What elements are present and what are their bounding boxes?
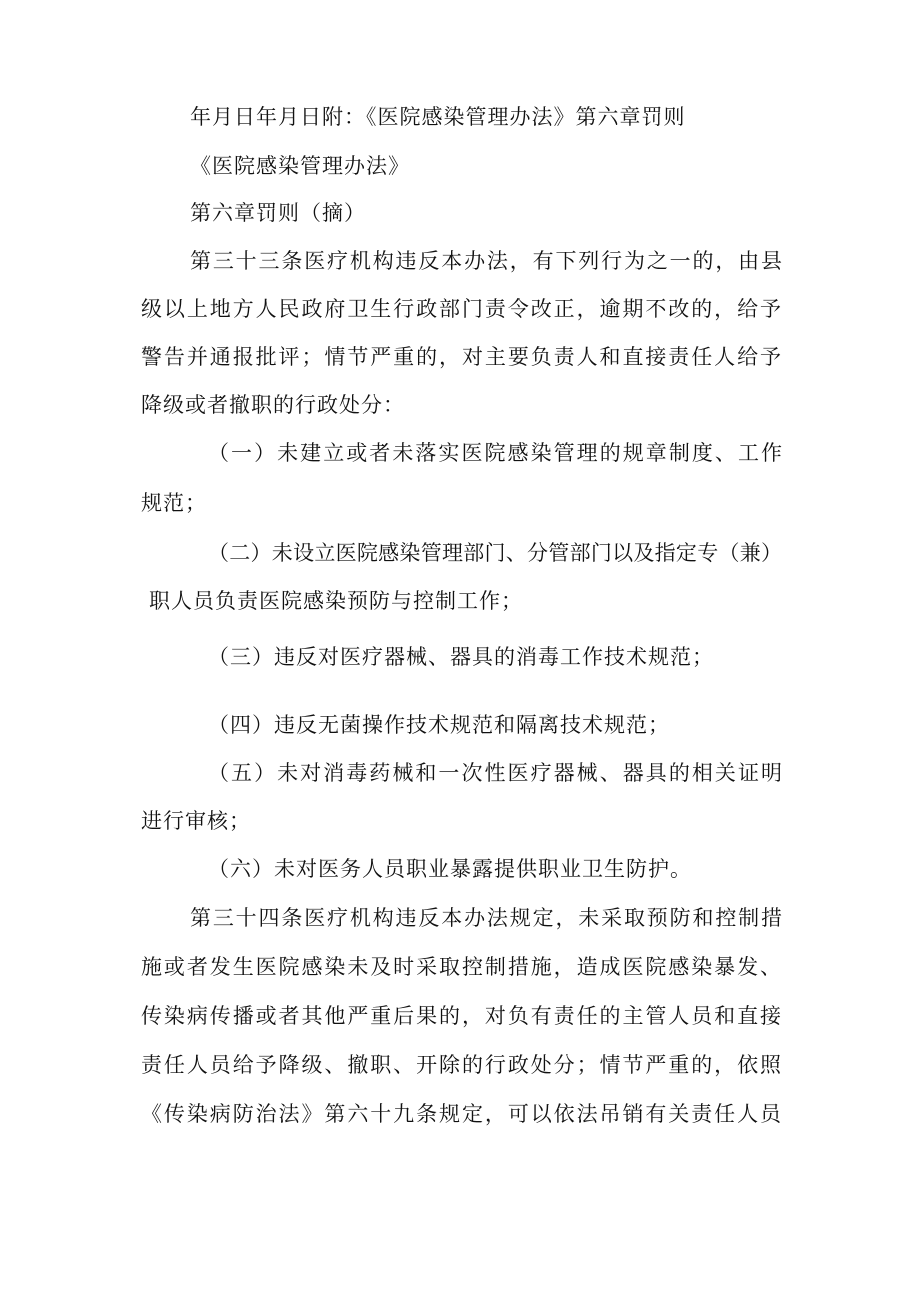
article-33-line-3: 警告并通报批评；情节严重的，对主要负责人和直接责任人给予 xyxy=(141,345,781,369)
item-1-line-2: 规范； xyxy=(141,491,207,515)
article-34-line-2: 施或者发生医院感染未及时采取控制措施，造成医院感染暴发、 xyxy=(141,955,781,979)
article-33-line-4: 降级或者撤职的行政处分： xyxy=(141,393,405,417)
chapter-title: 第六章罚则（摘） xyxy=(190,201,366,225)
doc-title: 《医院感染管理办法》 xyxy=(190,154,410,178)
item-2-line-2: 职人员负责医院感染预防与控制工作； xyxy=(149,589,523,613)
item-5-line-1: （五）未对消毒药械和一次性医疗器械、器具的相关证明 xyxy=(208,761,782,785)
article-34-line-4: 责任人员给予降级、撤职、开除的行政处分；情节严重的，依照 xyxy=(141,1053,781,1077)
item-1-line-1: （一）未建立或者未落实医院感染管理的规章制度、工作 xyxy=(208,441,782,465)
item-2-line-1: （二）未设立医院感染管理部门、分管部门以及指定专（兼） xyxy=(208,541,782,565)
article-33-line-2: 级以上地方人民政府卫生行政部门责令改正，逾期不改的，给予 xyxy=(141,297,781,321)
article-33-line-1: 第三十三条医疗机构违反本办法，有下列行为之一的，由县 xyxy=(190,249,782,273)
item-4: （四）违反无菌操作技术规范和隔离技术规范； xyxy=(208,713,670,737)
article-34-line-1: 第三十四条医疗机构违反本办法规定，未采取预防和控制措 xyxy=(190,906,782,930)
article-34-line-3: 传染病传播或者其他严重后果的，对负有责任的主管人员和直接 xyxy=(141,1004,781,1028)
heading-attachment: 年月日年月日附：《医院感染管理办法》第六章罚则 xyxy=(190,105,686,129)
article-34-line-5: 《传染病防治法》第六十九条规定，可以依法吊销有关责任人员 xyxy=(141,1102,781,1126)
item-5-line-2: 进行审核； xyxy=(141,809,251,833)
item-3: （三）违反对医疗器械、器具的消毒工作技术规范； xyxy=(208,645,714,669)
item-6: （六）未对医务人员职业暴露提供职业卫生防护。 xyxy=(208,857,692,881)
